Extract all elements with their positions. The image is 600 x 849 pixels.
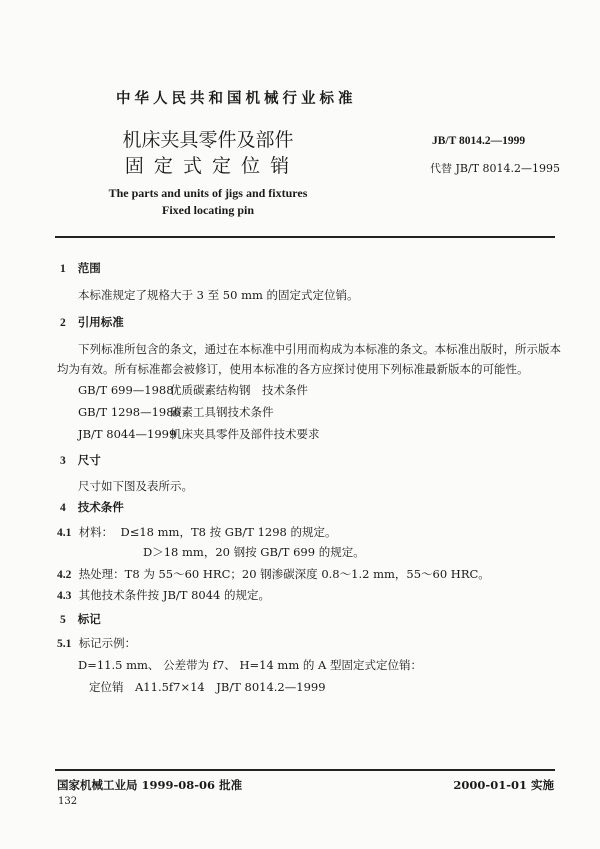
effective-date: 2000-01-01 实施 xyxy=(453,778,554,792)
reference-code: GB/T 699—1988 xyxy=(78,383,174,397)
reference-code: JB/T 8044—1999 xyxy=(78,427,177,441)
header-divider xyxy=(55,236,555,238)
title-en-1: The parts and units of jigs and fixtures xyxy=(108,186,308,200)
section-1-heading: 1 范围 xyxy=(60,261,101,275)
reference-name: 碳素工具钢技术条件 xyxy=(170,405,274,419)
clause-5-1: 5.1 标记示例： xyxy=(57,636,137,650)
reference-name: 机床夹具零件及部件技术要求 xyxy=(170,427,320,441)
title-en-2: Fixed locating pin xyxy=(161,203,254,217)
replaces-standard: 代替 JB/T 8014.2—1995 xyxy=(430,162,561,175)
section-2-body-2: 均为有效。所有标准都会被修订，使用本标准的各方应探讨使用下列标准最新版本的可能性。 xyxy=(57,362,529,376)
clause-4-1-line-2: D＞18 mm，20 钢按 GB/T 699 的规定。 xyxy=(143,545,365,559)
clause-4-2: 4.2 热处理：T8 为 55～60 HRC；20 钢渗碳深度 0.8～1.2 mm，55～60 HRC。 xyxy=(57,567,490,581)
footer-divider xyxy=(55,769,555,771)
approval-info: 国家机械工业局 1999-08-06 批准 xyxy=(57,778,243,792)
section-2-body-1: 下列标准所包含的条文，通过在本标准中引用而构成为本标准的条文。本标准出版时，所示版本 xyxy=(78,342,561,356)
page-number: 132 xyxy=(58,796,78,807)
marking-example-desc: D=11.5 mm、 公差带为 f7、 H=14 mm 的 A 型固定式定位销： xyxy=(78,658,422,672)
section-2-heading: 2 引用标准 xyxy=(60,315,124,329)
marking-example: 定位销 A11.5f7×14 JB/T 8014.2—1999 xyxy=(89,680,326,694)
section-1-body: 本标准规定了规格大于 3 至 50 mm 的固定式定位销。 xyxy=(78,288,359,302)
org-title: 中华人民共和国机械行业标准 xyxy=(116,91,357,107)
standard-number: JB/T 8014.2—1999 xyxy=(432,135,526,147)
section-3-heading: 3 尺寸 xyxy=(60,453,101,467)
reference-name: 优质碳素结构钢 技术条件 xyxy=(170,383,308,397)
section-3-body: 尺寸如下图及表所示。 xyxy=(78,479,193,493)
reference-code: GB/T 1298—1986 xyxy=(78,405,181,419)
section-4-heading: 4 技术条件 xyxy=(60,500,124,514)
clause-4-1: 4.1 材料： D≤18 mm，T8 按 GB/T 1298 的规定。 xyxy=(57,525,337,539)
clause-4-3: 4.3 其他技术条件按 JB/T 8044 的规定。 xyxy=(57,588,271,602)
title-cn-1: 机床夹具零件及部件 xyxy=(122,129,294,151)
title-cn-2: 固 定 式 定 位 销 xyxy=(124,155,292,177)
section-5-heading: 5 标记 xyxy=(60,612,101,626)
